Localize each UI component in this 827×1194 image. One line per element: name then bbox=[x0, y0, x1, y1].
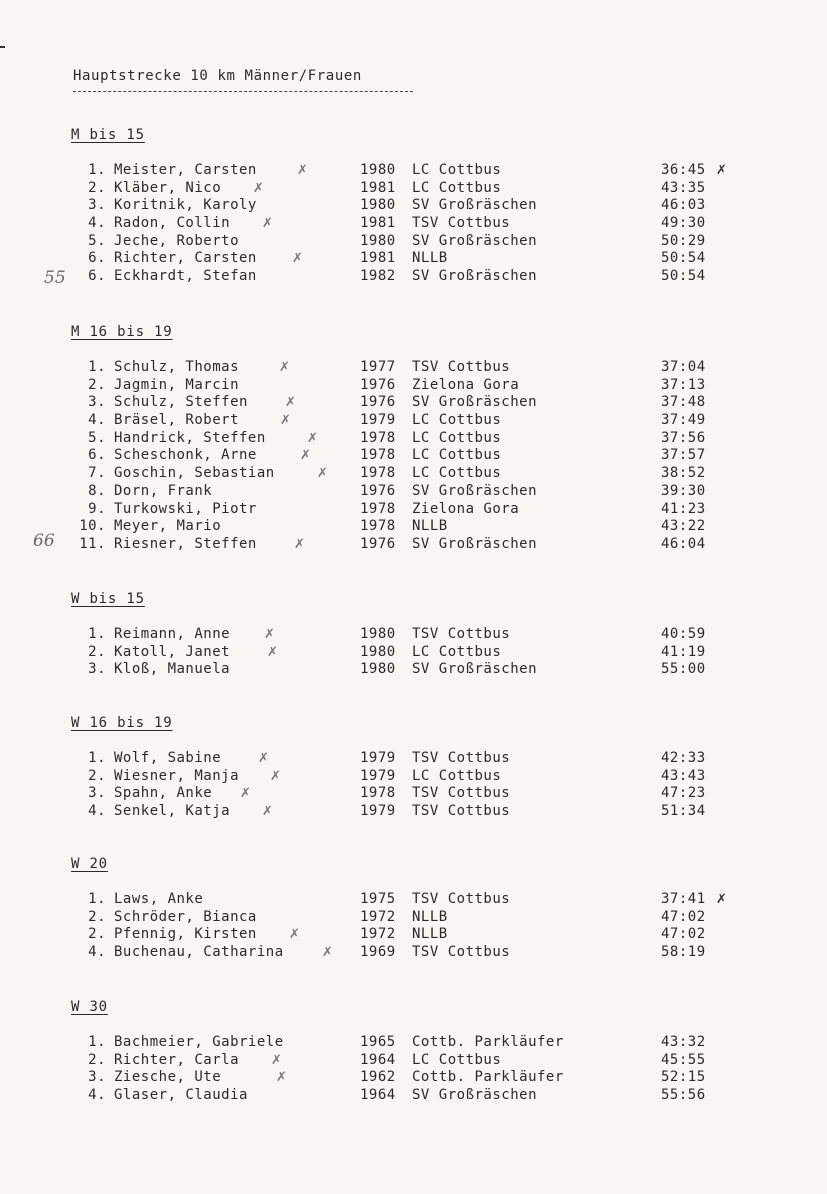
result-row bbox=[0, 536, 827, 554]
athlete-name: Schulz, Thomas bbox=[114, 359, 240, 375]
place-label: 10. bbox=[79, 518, 106, 535]
athlete-name: Richter, Carla bbox=[114, 1051, 240, 1068]
margin-note-55: 55 bbox=[44, 268, 66, 288]
result-row bbox=[0, 1034, 827, 1052]
birth-year: 1976 bbox=[360, 394, 396, 411]
club-name: LC Cottbus bbox=[412, 1051, 502, 1068]
birth-year: 1978 bbox=[360, 447, 396, 464]
club-name: NLLB bbox=[412, 926, 448, 943]
place-label: 11. bbox=[79, 535, 106, 552]
title-underline bbox=[73, 91, 413, 92]
club-name: LC Cottbus bbox=[412, 447, 502, 464]
place-label: 1. bbox=[88, 750, 106, 766]
place-label: 4. bbox=[88, 1087, 106, 1104]
athlete-name: Richter, Carsten bbox=[114, 250, 257, 267]
category-heading: W 20 bbox=[71, 856, 108, 872]
birth-year: 1982 bbox=[360, 268, 396, 285]
club-name: TSV Cottbus bbox=[412, 215, 511, 232]
place-label: 1. bbox=[88, 626, 106, 642]
result-row bbox=[0, 626, 827, 644]
club-name: Zielona Gora bbox=[412, 500, 520, 517]
result-row bbox=[0, 180, 827, 198]
result-row bbox=[0, 1052, 827, 1070]
athlete-name: Ziesche, Ute bbox=[114, 1069, 222, 1086]
club-name: SV Großräschen bbox=[412, 197, 538, 214]
result-list bbox=[0, 359, 827, 554]
place-label: 1. bbox=[88, 359, 106, 375]
birth-year: 1980 bbox=[360, 661, 396, 678]
finish-time: 46:04 bbox=[661, 535, 706, 552]
birth-year: 1978 bbox=[360, 785, 396, 802]
result-row bbox=[0, 250, 827, 268]
athlete-name: Senkel, Katja bbox=[114, 803, 231, 820]
result-list bbox=[0, 750, 827, 821]
club-name: TSV Cottbus bbox=[412, 803, 511, 820]
athlete-name: Schröder, Bianca bbox=[114, 908, 257, 925]
athlete-name: Spahn, Anke bbox=[114, 785, 213, 802]
check-mark-icon: ✗ bbox=[300, 448, 312, 464]
finish-time: 55:00 bbox=[661, 661, 706, 678]
birth-year: 1980 bbox=[360, 197, 396, 214]
place-label: 8. bbox=[88, 482, 106, 499]
club-name: SV Großräschen bbox=[412, 661, 538, 678]
check-mark-icon: ✗ bbox=[322, 945, 334, 961]
result-row bbox=[0, 501, 827, 519]
result-row bbox=[0, 377, 827, 395]
finish-time: 52:15 bbox=[661, 1069, 706, 1086]
result-row bbox=[0, 162, 827, 180]
result-row bbox=[0, 430, 827, 448]
result-row bbox=[0, 215, 827, 233]
birth-year: 1979 bbox=[360, 412, 396, 429]
birth-year: 1976 bbox=[360, 482, 396, 499]
result-row bbox=[0, 1069, 827, 1087]
birth-year: 1980 bbox=[360, 643, 396, 660]
athlete-name: Katoll, Janet bbox=[114, 643, 231, 660]
check-mark-icon: ✗ bbox=[294, 536, 306, 552]
check-mark-icon: ✗ bbox=[264, 627, 276, 642]
corner-mark bbox=[0, 46, 5, 48]
finish-time: 39:30 bbox=[661, 482, 706, 499]
place-label: 3. bbox=[88, 197, 106, 214]
result-row bbox=[0, 785, 827, 803]
check-mark-icon: ✗ bbox=[262, 216, 274, 232]
place-label: 2. bbox=[88, 643, 106, 660]
check-mark-icon: ✗ bbox=[258, 751, 270, 766]
result-row bbox=[0, 768, 827, 786]
athlete-name: Jagmin, Marcin bbox=[114, 376, 240, 393]
birth-year: 1969 bbox=[360, 944, 396, 961]
place-label: 3. bbox=[88, 661, 106, 678]
finish-time: 40:59 bbox=[661, 626, 706, 642]
place-label: 3. bbox=[88, 1069, 106, 1086]
result-row bbox=[0, 1087, 827, 1105]
result-row bbox=[0, 197, 827, 215]
club-name: NLLB bbox=[412, 518, 448, 535]
athlete-name: Meister, Carsten bbox=[114, 162, 257, 178]
place-label: 6. bbox=[88, 447, 106, 464]
athlete-name: Glaser, Claudia bbox=[114, 1087, 248, 1104]
result-row bbox=[0, 803, 827, 821]
birth-year: 1979 bbox=[360, 803, 396, 820]
check-mark-icon: ✗ bbox=[285, 395, 297, 411]
finish-time: 37:13 bbox=[661, 376, 706, 393]
result-list bbox=[0, 162, 827, 286]
athlete-name: Reimann, Anne bbox=[114, 626, 231, 642]
check-mark-icon: ✗ bbox=[253, 180, 265, 196]
athlete-name: Jeche, Roberto bbox=[114, 232, 240, 249]
finish-time: 37:41 bbox=[661, 891, 706, 907]
club-name: TSV Cottbus bbox=[412, 785, 511, 802]
club-name: SV Großräschen bbox=[412, 1087, 538, 1104]
athlete-name: Handrick, Steffen bbox=[114, 429, 266, 446]
club-name: TSV Cottbus bbox=[412, 891, 511, 907]
athlete-name: Pfennig, Kirsten bbox=[114, 926, 257, 943]
check-mark-icon: ✗ bbox=[307, 430, 319, 446]
birth-year: 1980 bbox=[360, 162, 396, 178]
check-mark-icon: ✗ bbox=[317, 466, 329, 482]
place-label: 2. bbox=[88, 926, 106, 943]
place-label: 2. bbox=[88, 1051, 106, 1068]
birth-year: 1978 bbox=[360, 429, 396, 446]
finish-time: 37:56 bbox=[661, 429, 706, 446]
finish-time: 58:19 bbox=[661, 944, 706, 961]
athlete-name: Bräsel, Robert bbox=[114, 412, 240, 429]
club-name: NLLB bbox=[412, 908, 448, 925]
birth-year: 1979 bbox=[360, 750, 396, 766]
result-row bbox=[0, 483, 827, 501]
place-label: 1. bbox=[88, 1034, 106, 1050]
result-row bbox=[0, 359, 827, 377]
check-mark-icon: ✗ bbox=[279, 360, 291, 375]
club-name: SV Großräschen bbox=[412, 535, 538, 552]
result-list bbox=[0, 1034, 827, 1105]
club-name: LC Cottbus bbox=[412, 162, 502, 178]
athlete-name: Eckhardt, Stefan bbox=[114, 268, 257, 285]
result-row bbox=[0, 447, 827, 465]
finish-time: 46:03 bbox=[661, 197, 706, 214]
athlete-name: Goschin, Sebastian bbox=[114, 465, 275, 482]
birth-year: 1980 bbox=[360, 626, 396, 642]
place-label: 4. bbox=[88, 412, 106, 429]
check-mark-icon: ✗ bbox=[280, 413, 292, 429]
club-name: LC Cottbus bbox=[412, 767, 502, 784]
result-row bbox=[0, 644, 827, 662]
check-mark-icon: ✗ bbox=[267, 644, 279, 660]
margin-note-66: 66 bbox=[33, 531, 55, 551]
finish-time: 47:02 bbox=[661, 926, 706, 943]
club-name: SV Großräschen bbox=[412, 394, 538, 411]
finish-time: 50:54 bbox=[661, 250, 706, 267]
time-check-mark-icon: ✗ bbox=[716, 163, 728, 178]
finish-time: 47:23 bbox=[661, 785, 706, 802]
club-name: LC Cottbus bbox=[412, 412, 502, 429]
result-row bbox=[0, 518, 827, 536]
result-row bbox=[0, 891, 827, 909]
club-name: NLLB bbox=[412, 250, 448, 267]
result-row bbox=[0, 926, 827, 944]
finish-time: 45:55 bbox=[661, 1051, 706, 1068]
place-label: 2. bbox=[88, 767, 106, 784]
place-label: 6. bbox=[88, 268, 106, 285]
club-name: SV Großräschen bbox=[412, 232, 538, 249]
place-label: 3. bbox=[88, 785, 106, 802]
check-mark-icon: ✗ bbox=[276, 1070, 288, 1086]
place-label: 1. bbox=[88, 891, 106, 907]
birth-year: 1976 bbox=[360, 535, 396, 552]
result-row bbox=[0, 394, 827, 412]
athlete-name: Wolf, Sabine bbox=[114, 750, 222, 766]
place-label: 7. bbox=[88, 465, 106, 482]
finish-time: 38:52 bbox=[661, 465, 706, 482]
athlete-name: Bachmeier, Gabriele bbox=[114, 1034, 284, 1050]
club-name: TSV Cottbus bbox=[412, 944, 511, 961]
athlete-name: Kloß, Manuela bbox=[114, 661, 231, 678]
club-name: LC Cottbus bbox=[412, 429, 502, 446]
finish-time: 37:48 bbox=[661, 394, 706, 411]
place-label: 3. bbox=[88, 394, 106, 411]
club-name: Cottb. Parkläufer bbox=[412, 1069, 564, 1086]
page-title: Hauptstrecke 10 km Männer/Frauen bbox=[73, 68, 362, 84]
result-row bbox=[0, 465, 827, 483]
athlete-name: Scheschonk, Arne bbox=[114, 447, 257, 464]
athlete-name: Turkowski, Piotr bbox=[114, 500, 257, 517]
finish-time: 43:22 bbox=[661, 518, 706, 535]
result-list bbox=[0, 891, 827, 962]
birth-year: 1964 bbox=[360, 1051, 396, 1068]
place-label: 4. bbox=[88, 803, 106, 820]
birth-year: 1978 bbox=[360, 518, 396, 535]
place-label: 9. bbox=[88, 500, 106, 517]
time-check-mark-icon: ✗ bbox=[716, 892, 728, 907]
result-list bbox=[0, 626, 827, 679]
athlete-name: Kläber, Nico bbox=[114, 179, 222, 196]
category-heading: M 16 bis 19 bbox=[71, 324, 173, 340]
place-label: 5. bbox=[88, 429, 106, 446]
finish-time: 50:29 bbox=[661, 232, 706, 249]
finish-time: 41:19 bbox=[661, 643, 706, 660]
place-label: 2. bbox=[88, 908, 106, 925]
check-mark-icon: ✗ bbox=[240, 786, 252, 802]
category-heading: M bis 15 bbox=[71, 127, 145, 143]
birth-year: 1972 bbox=[360, 908, 396, 925]
result-row bbox=[0, 412, 827, 430]
finish-time: 47:02 bbox=[661, 908, 706, 925]
birth-year: 1978 bbox=[360, 465, 396, 482]
finish-time: 49:30 bbox=[661, 215, 706, 232]
birth-year: 1977 bbox=[360, 359, 396, 375]
finish-time: 41:23 bbox=[661, 500, 706, 517]
check-mark-icon: ✗ bbox=[289, 927, 301, 943]
place-label: 2. bbox=[88, 179, 106, 196]
check-mark-icon: ✗ bbox=[262, 804, 274, 820]
check-mark-icon: ✗ bbox=[292, 251, 304, 267]
category-heading: W 16 bis 19 bbox=[71, 715, 173, 731]
place-label: 4. bbox=[88, 944, 106, 961]
place-label: 6. bbox=[88, 250, 106, 267]
category-heading: W 30 bbox=[71, 999, 108, 1015]
place-label: 4. bbox=[88, 215, 106, 232]
finish-time: 50:54 bbox=[661, 268, 706, 285]
result-row bbox=[0, 944, 827, 962]
club-name: TSV Cottbus bbox=[412, 359, 511, 375]
check-mark-icon: ✗ bbox=[297, 163, 309, 178]
club-name: Cottb. Parkläufer bbox=[412, 1034, 564, 1050]
place-label: 1. bbox=[88, 162, 106, 178]
birth-year: 1980 bbox=[360, 232, 396, 249]
birth-year: 1976 bbox=[360, 376, 396, 393]
athlete-name: Meyer, Mario bbox=[114, 518, 222, 535]
club-name: SV Großräschen bbox=[412, 268, 538, 285]
check-mark-icon: ✗ bbox=[271, 1052, 283, 1068]
result-row bbox=[0, 750, 827, 768]
birth-year: 1978 bbox=[360, 500, 396, 517]
finish-time: 42:33 bbox=[661, 750, 706, 766]
club-name: Zielona Gora bbox=[412, 376, 520, 393]
club-name: LC Cottbus bbox=[412, 179, 502, 196]
finish-time: 37:04 bbox=[661, 359, 706, 375]
finish-time: 43:35 bbox=[661, 179, 706, 196]
athlete-name: Schulz, Steffen bbox=[114, 394, 248, 411]
birth-year: 1962 bbox=[360, 1069, 396, 1086]
athlete-name: Laws, Anke bbox=[114, 891, 204, 907]
place-label: 2. bbox=[88, 376, 106, 393]
club-name: SV Großräschen bbox=[412, 482, 538, 499]
birth-year: 1981 bbox=[360, 215, 396, 232]
birth-year: 1975 bbox=[360, 891, 396, 907]
birth-year: 1964 bbox=[360, 1087, 396, 1104]
finish-time: 43:43 bbox=[661, 767, 706, 784]
finish-time: 37:57 bbox=[661, 447, 706, 464]
birth-year: 1979 bbox=[360, 767, 396, 784]
finish-time: 37:49 bbox=[661, 412, 706, 429]
result-row bbox=[0, 909, 827, 927]
place-label: 5. bbox=[88, 232, 106, 249]
athlete-name: Riesner, Steffen bbox=[114, 535, 257, 552]
athlete-name: Dorn, Frank bbox=[114, 482, 213, 499]
finish-time: 55:56 bbox=[661, 1087, 706, 1104]
athlete-name: Radon, Collin bbox=[114, 215, 231, 232]
athlete-name: Wiesner, Manja bbox=[114, 767, 240, 784]
athlete-name: Koritnik, Karoly bbox=[114, 197, 257, 214]
category-heading: W bis 15 bbox=[71, 591, 145, 607]
result-row bbox=[0, 661, 827, 679]
birth-year: 1981 bbox=[360, 250, 396, 267]
result-row bbox=[0, 268, 827, 286]
birth-year: 1972 bbox=[360, 926, 396, 943]
check-mark-icon: ✗ bbox=[270, 768, 282, 784]
result-row bbox=[0, 233, 827, 251]
finish-time: 36:45 bbox=[661, 162, 706, 178]
club-name: TSV Cottbus bbox=[412, 750, 511, 766]
birth-year: 1981 bbox=[360, 179, 396, 196]
finish-time: 43:32 bbox=[661, 1034, 706, 1050]
club-name: LC Cottbus bbox=[412, 643, 502, 660]
club-name: TSV Cottbus bbox=[412, 626, 511, 642]
finish-time: 51:34 bbox=[661, 803, 706, 820]
club-name: LC Cottbus bbox=[412, 465, 502, 482]
athlete-name: Buchenau, Catharina bbox=[114, 944, 284, 961]
birth-year: 1965 bbox=[360, 1034, 396, 1050]
